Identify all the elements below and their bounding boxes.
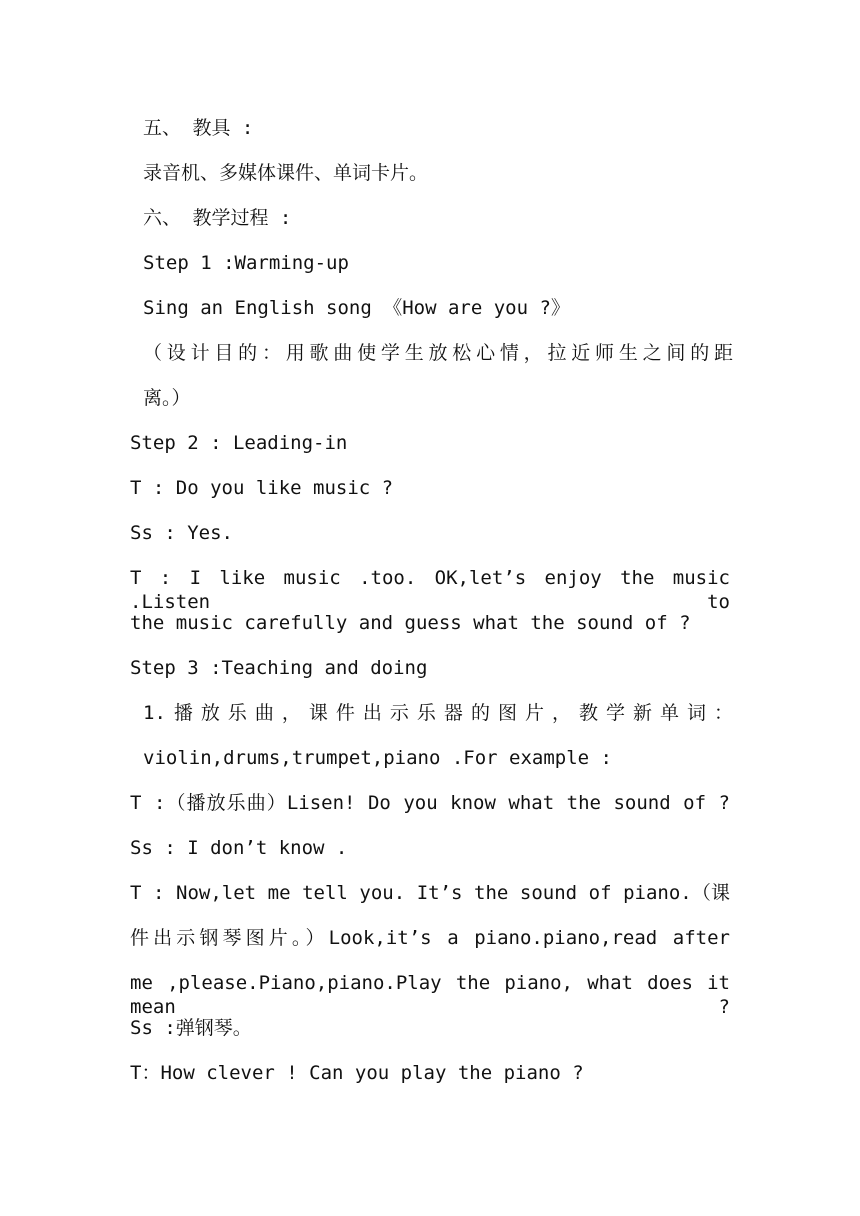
section-heading-teaching-aids: 五、 教具 : [143, 117, 254, 139]
step-3-heading: Step 3 :Teaching and doing [130, 657, 428, 679]
step-2-heading: Step 2 : Leading-in [130, 432, 348, 454]
dialogue-line: the music carefully and guess what the sound of ? [130, 612, 691, 634]
dialogue-line: me ,please.Piano,piano.Play the piano, what does it mean ? [130, 972, 730, 1018]
design-purpose-line-2: 离。） [143, 387, 191, 409]
step-1-heading: Step 1 :Warming-up [143, 252, 349, 274]
dialogue-line: Ss :弹钢琴。 [130, 1017, 252, 1039]
teaching-aids-list: 录音机、多媒体课件、单词卡片。 [143, 162, 429, 184]
dialogue-line: T : Do you like music ? [130, 477, 394, 499]
section-heading-teaching-process: 六、 教学过程 : [143, 207, 292, 229]
dialogue-line: 件出示钢琴图片。）Look,it’s a piano.piano,read after [130, 927, 730, 949]
dialogue-line: T : Now,let me tell you. It’s the sound of piano.（课 [130, 882, 730, 904]
design-purpose-line-1: （设计目的：用歌曲使学生放松心情，拉近师生之间的距 [143, 342, 733, 364]
step-1-activity: Sing an English song 《How are you ?》 [143, 297, 570, 319]
dialogue-line: T : I like music .too. OK,let’s enjoy the music .Listen to [130, 567, 730, 613]
dialogue-line: T :（播放乐曲）Lisen! Do you know what the sound of ? [130, 792, 730, 814]
dialogue-line: T：How clever ! Can you play the piano ? [130, 1062, 584, 1084]
dialogue-line: Ss : Yes. [130, 522, 233, 544]
dialogue-line: Ss : I don’t know . [130, 837, 348, 859]
instruction-line: violin,drums,trumpet,piano .For example : [143, 747, 612, 769]
instruction-line: 1.播放乐曲，课件出示乐器的图片，教学新单词： [143, 702, 733, 724]
